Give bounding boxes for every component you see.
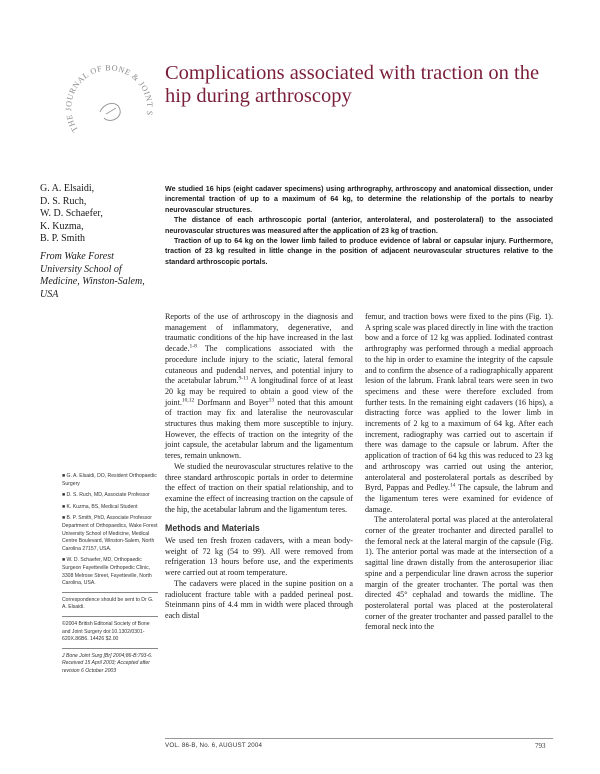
notes-divider xyxy=(62,616,158,617)
author-name: B. P. Smith xyxy=(40,233,86,245)
body-paragraph: femur, and traction bows were fixed to the pins (Fig. 1). A spring scale was placed directly in line with the traction bow and a force of 12 kg was applied. Iodinated contrast arthrography was performed through a medial approach to the hip in order to examine the integrity of the capsule and to confirm the absence of a radiographically apparent lesion of the labrum. Frank labral tears were seen in two specimens and these were therefore excluded from further tests. In the remaining eight cadavers (16 hips), a distracting force was applied to the lower limb in increments of 2 kg to a maximum of 64 kg. After each increment, radiography was carried out to ascertain if there was damage to the capsule or labrum. After the application of traction of 64 kg this was reduced to 23 kg and arthroscopy was carried out using the anterior, anterolateral and posterolateral portals as described by Byrd, Pappas and Pedley.$^{14}$ The capsule, the labrum and the ligamentum teres were examined for evidence of damage. xyxy=(365,312,553,514)
author-note: ■ K. Kuzma, BS, Medical Student xyxy=(62,503,138,510)
author-name: K. Kuzma, xyxy=(40,220,84,232)
svg-text:THE JOURNAL OF BONE & JOINT SU xyxy=(60,52,154,134)
received-note: Received 15 April 2003; Accepted after revision 6 October 2003 xyxy=(62,660,150,674)
footer-rule xyxy=(165,738,553,739)
author-list xyxy=(40,183,155,246)
journal-seal-icon xyxy=(60,52,160,152)
author-note: ■ W. D. Schaefer, MD, Orthopaedic Surgeon Fayetteville Orthopedic Clinic, 3308 Melrose Street, Fayetteville, North Carolina, USA. xyxy=(62,557,152,587)
abstract-paragraph: We studied 16 hips (eight cadaver specimens) using arthrography, arthroscopy and anatomical dissection, under incremental traction of up to a maximum of 64 kg, to determine the relationship of the portals to nearby neurovascular structures. xyxy=(165,185,553,214)
author-note: ■ B. P. Smith, PhD, Associate Professor Department of Orthopaedics, Wake Forest University School of Medicine, Medical Centre Boulevard, Winston-Salem, North Carolina 27157, USA. xyxy=(62,515,158,552)
body-paragraph: The anterolateral portal was placed at the anterolateral corner of the greater trochanter and directed parallel to the femoral neck at the lateral margin of the capsule (Fig. 1). The anterior portal was made at the intersection of a sagittal line drawn distally from the anterosuperior iliac spine and a perpendicular line drawn across the superior margin of the greater trochanter. The portal was then directed 45° cephalad and towards the midline. The posterolateral portal was placed at the posterolateral corner of the greater trochanter and passed parallel to the femoral neck into the xyxy=(365,515,553,632)
author-name: D. S. Ruch, xyxy=(40,195,87,207)
footer-volume: VOL. 86-B, No. 6, AUGUST 2004 xyxy=(165,742,263,749)
body-paragraph: Reports of the use of arthroscopy in the diagnosis and management of inflammatory, degenerative, and traumatic conditions of the hip have increased in the last decade.$^{1-8}$ The complications associated with the procedure include injury to the sciatic, lateral femoral cutaneous and pudendal nerves, and potential injury to the acetabular labrum.$^{9-11}$ A longitudinal force of at least 20 kg may be required to obtain a good view of the joint.$^{10,12}$ Dorfmann and Boyer$^{13}$ noted that this amount of traction may fix and lateralise the neurovascular structures thus making them more susceptible to injury. However, the effects of traction on the integrity of the joint capsule, the acetabular labrum and the ligamentum teres, remain unknown. xyxy=(165,312,353,461)
citation-note: J Bone Joint Surg [Br] 2004;86-B:793-6. xyxy=(62,652,153,659)
article-title: Complications associated with traction on the hip during arthroscopy xyxy=(165,62,540,107)
copyright-note: ©2004 British Editorial Society of Bone and Joint Surgery doi:10.1302/0301-620X.86B6. 14426 $2.00 xyxy=(62,620,150,643)
author-note: ■ D. S. Ruch, MD, Associate Professor xyxy=(62,492,150,499)
abstract xyxy=(165,184,553,267)
author-name: W. D. Schaefer, xyxy=(40,208,103,220)
logo-text: THE JOURNAL OF BONE & JOINT S xyxy=(64,63,155,134)
body-paragraph: We used ten fresh frozen cadavers, with a mean body-weight of 72 kg (54 to 99). All were removed from refrigeration 13 hours before use, and the experiments were carried out at room temperature. xyxy=(165,536,353,578)
section-heading: Methods and Materials xyxy=(165,523,260,534)
notes-divider xyxy=(62,648,158,649)
notes-divider xyxy=(62,592,158,593)
correspondence-note: Correspondence should be sent to Dr G. A. Elsaidi. xyxy=(62,596,154,611)
body-column-2 xyxy=(365,312,553,633)
body-column-1 xyxy=(165,312,353,622)
body-paragraph: The cadavers were placed in the supine position on a radiolucent fracture table with a padded perineal post. Steinmann pins of 4.4 mm in width were placed through each distal xyxy=(165,578,353,620)
body-paragraph: We studied the neurovascular structures relative to the three standard arthroscopic portals in order to determine the effect of traction on their spatial relationship, and to examine the effect of increasing traction on the capsule of the hip, the acetabular labrum and the ligamentum teres. xyxy=(165,461,353,514)
abstract-paragraph: The distance of each arthroscopic portal (anterior, anterolateral, and posterolateral) to the associated neurovascular structures was measured after the application of 23 kg of traction. xyxy=(165,216,553,235)
author-name: G. A. Elsaidi, xyxy=(40,183,95,194)
author-note: ■ G. A. Elsaidi, DO, Resident Orthopaedic Surgery xyxy=(62,473,157,487)
page-number: 793 xyxy=(535,742,546,750)
author-notes xyxy=(62,473,158,675)
affiliation: From Wake Forest University School of Medicine, Winston-Salem, USA xyxy=(40,251,145,300)
journal-logo xyxy=(60,52,160,152)
abstract-paragraph: Traction of up to 64 kg on the lower limb failed to produce evidence of labral or capsular injury. Furthermore, traction of 23 kg resulted in little change in the position of adjacent neurovascular structures relative to the standard arthroscopic portals. xyxy=(165,237,553,266)
